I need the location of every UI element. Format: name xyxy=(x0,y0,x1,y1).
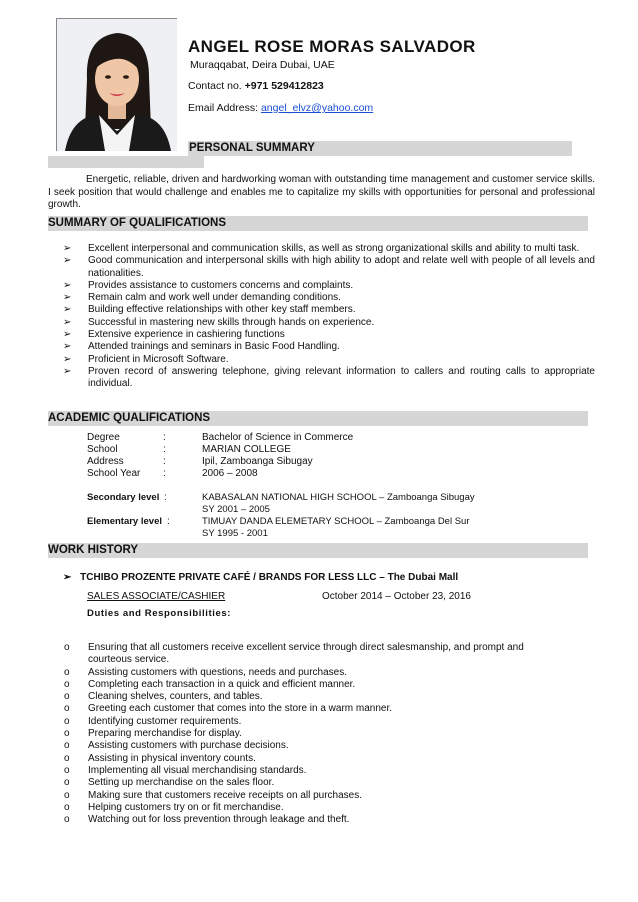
list-item: o Preparing merchandise for display. xyxy=(64,728,242,740)
employer-line xyxy=(63,572,458,583)
contact-value: +971 529412823 xyxy=(244,80,324,92)
job-dates: October 2014 – October 23, 2016 xyxy=(322,591,471,602)
list-item: ➢ Excellent interpersonal and communication skills, as well as strong organizational skills and ability to multi task. xyxy=(63,243,580,254)
portrait-image xyxy=(57,19,177,151)
list-item: o Making sure that customers receive receipts on all purchases. xyxy=(64,789,363,801)
list-item: o Watching out for loss prevention through leakage and theft. xyxy=(64,814,350,826)
arrow-bullet-icon: ➢ xyxy=(63,341,72,353)
list-item: o Implementing all visual merchandising standards. xyxy=(64,764,307,776)
circle-bullet-icon: o xyxy=(64,801,70,813)
profile-photo xyxy=(56,18,177,151)
list-item: o Ensuring that all customers receive excellent service through direct salesmanship, and prompt and courteous service. xyxy=(64,642,524,666)
circle-bullet-icon: o xyxy=(64,715,70,727)
circle-bullet-icon: o xyxy=(64,814,70,826)
email-link[interactable]: angel_elvz@yahoo.com xyxy=(260,102,374,114)
circle-bullet-icon: o xyxy=(64,703,70,715)
arrow-bullet-icon: ➢ xyxy=(63,243,72,254)
circle-bullet-icon: o xyxy=(64,728,70,740)
list-item: ➢ Remain calm and work well under demanding conditions. xyxy=(63,292,341,304)
arrow-bullet-icon: ➢ xyxy=(63,279,72,291)
personal-summary-text: Energetic, reliable, driven and hardworking woman with outstanding time management and customer service skills. I seek position that would challenge and enables me to capitalize my skills with opportunities for personal and professional growth. xyxy=(48,174,595,210)
arrow-bullet-icon: ➢ xyxy=(63,353,72,365)
arrow-bullet-icon: ➢ xyxy=(63,304,72,316)
duties-list xyxy=(48,642,568,826)
arrow-bullet-icon: ➢ xyxy=(63,329,72,341)
contact-label: Contact no. xyxy=(188,80,245,92)
circle-bullet-icon: o xyxy=(64,789,70,801)
circle-bullet-icon: o xyxy=(64,740,70,752)
duties-title: Duties and Responsibilities: xyxy=(87,608,232,619)
circle-bullet-icon: o xyxy=(64,691,70,703)
list-item: ➢ Successful in mastering new skills through hands on experience. xyxy=(63,316,375,328)
circle-bullet-icon: o xyxy=(64,678,70,690)
list-item: ➢ Attended trainings and seminars in Basic Food Handling. xyxy=(63,341,340,353)
circle-bullet-icon: o xyxy=(64,642,70,653)
list-item: ➢ Extensive experience in cashiering functions xyxy=(63,329,285,341)
applicant-address: Muraqqabat, Deira Dubai, UAE xyxy=(190,59,335,71)
list-item: ➢ Proven record of answering telephone, giving relevant information to callers and routing calls to appropriate individual. xyxy=(63,365,595,390)
personal-summary-bar-lower xyxy=(48,156,204,168)
qualifications-title: SUMMARY OF QUALIFICATIONS xyxy=(48,217,227,229)
arrow-bullet-icon: ➢ xyxy=(63,316,72,328)
list-item: o Helping customers try on or fit merchandise. xyxy=(64,801,284,813)
applicant-name: ANGEL ROSE MORAS SALVADOR xyxy=(188,37,476,56)
list-item: ➢ Good communication and interpersonal skills with high ability to adopt and relate well with people of all levels and nationalities. xyxy=(63,255,595,279)
qualifications-list xyxy=(48,243,595,391)
academic-title: ACADEMIC QUALIFICATIONS xyxy=(48,412,211,424)
arrow-bullet-icon: ➢ xyxy=(63,255,72,267)
list-item: o Cleaning shelves, counters, and tables. xyxy=(64,691,263,703)
work-history-title: WORK HISTORY xyxy=(48,544,139,556)
list-item: ➢ Building effective relationships with other key staff members. xyxy=(63,304,356,316)
list-item: ➢ Provides assistance to customers concerns and complaints. xyxy=(63,279,354,291)
circle-bullet-icon: o xyxy=(64,764,70,776)
arrow-bullet-icon: ➢ xyxy=(63,292,72,304)
list-item: o Assisting customers with purchase decisions. xyxy=(64,740,289,752)
list-item: o Identifying customer requirements. xyxy=(64,715,242,727)
job-position: SALES ASSOCIATE/CASHIER xyxy=(87,591,226,602)
arrow-bullet-icon: ➢ xyxy=(63,572,72,583)
employer-name: TCHIBO PROZENTE PRIVATE CAFÉ / BRANDS FOR LESS LLC – The Dubai Mall xyxy=(80,572,459,583)
list-item: o Assisting in physical inventory counts. xyxy=(64,752,256,764)
list-item: o Setting up merchandise on the sales floor. xyxy=(64,777,275,789)
email-label: Email Address: xyxy=(188,102,261,114)
arrow-bullet-icon: ➢ xyxy=(63,365,72,377)
list-item: o Assisting customers with questions, needs and purchases. xyxy=(64,666,348,678)
circle-bullet-icon: o xyxy=(64,666,70,678)
academic-details: Degree : Bachelor of Science in Commerce School : MARIAN COLLEGE Address : Ipil, Zamboanga Sibugay School Year : 2006 – 2008 Secondary level : KABASALAN NATIONAL HIGH SCHOOL – Zamboanga Sibugay SY 2001 – 2005 Elementary level : TIMUAY DANDA ELEMETARY SCHOOL – Zamboanga Del Sur SY 1995 - 2001 xyxy=(87,432,475,539)
personal-summary-title: PERSONAL SUMMARY xyxy=(189,142,315,154)
list-item: ➢ Proficient in Microsoft Software. xyxy=(63,353,229,365)
list-item: o Greeting each customer that comes into the store in a warm manner. xyxy=(64,703,393,715)
list-item: o Completing each transaction in a quick and efficient manner. xyxy=(64,678,356,690)
circle-bullet-icon: o xyxy=(64,752,70,764)
circle-bullet-icon: o xyxy=(64,777,70,789)
contact-number xyxy=(188,80,324,92)
email-address xyxy=(188,102,373,114)
